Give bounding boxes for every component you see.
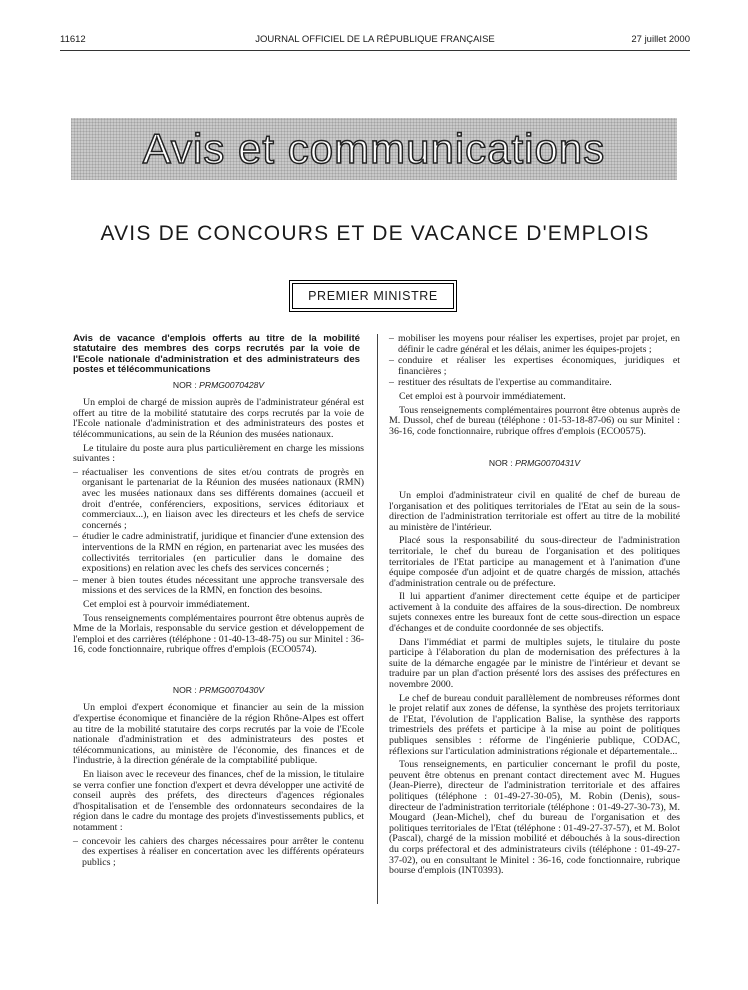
paragraph: Un emploi d'administrateur civil en qualité de chef de bureau de l'organisation et des politiques territoriales de l'Etat au sein de la sous-direction de l'administration territoriale est offert au titre de la mobilité au ministère de l'intérieur. <box>389 489 680 533</box>
nor-label: NOR : <box>488 458 513 469</box>
paragraph: Un emploi de chargé de mission auprès de l'administrateur général est offert au titre de la mobilité statutaire des corps recrutés par la voie de l'Ecole nationale d'administration et des administrateurs des postes et télécommunications, au sein de la Réunion des musées nationaux. <box>73 397 364 440</box>
list-item: – conduire et réaliser les expertises économiques, juridiques et financières ; <box>389 356 680 377</box>
journal-title: JOURNAL OFFICIEL DE LA RÉPUBLIQUE FRANÇAISE <box>255 34 495 45</box>
nor-code: PRMG0070430V <box>199 684 265 695</box>
paragraph: En liaison avec le receveur des finances, chef de la mission, le titulaire se verra confier une fonction d'expert et devra développer une activité de conseil auprès des préfets, des directeurs d'agences régionales d'hospitalisation et de l'ensemble des ordonnateurs secondaires de la région dans le cadre du montage des projets d'investissements publics, et notamment : <box>73 769 364 833</box>
nor-reference <box>73 685 364 696</box>
nor-reference <box>389 458 680 469</box>
paragraph: Cet emploi est à pourvoir immédiatement. <box>83 598 250 610</box>
paragraph: Il lui appartient d'animer directement cette équipe et de participer activement à la conduite des affaires de la sous-direction. De nombreux sujets connexes entre les bureaux font de cette sous-direction un espace d'échanges et de conduite coordonnée de ses objectifs. <box>389 591 680 635</box>
paragraph: Le chef de bureau conduit parallèlement de nombreuses réformes dont le projet relatif aux zones de défense, la synthèse des projets territoriaux de l'Etat, l'évolution de l'application Balise, la synthèse des rapports trimestriels des préfets et participe à la mise au point de politiques publiques sensibles : réforme de l'ingénierie publique, CODAC, réflexions sur l'articulation administrations régionale et départementale... <box>389 692 680 757</box>
ministry-heading: PREMIER MINISTRE <box>292 283 454 309</box>
paragraph: Cet emploi est à pourvoir immédiatement. <box>399 390 566 402</box>
issue-date: 27 juillet 2000 <box>631 34 690 45</box>
notice-title: Avis de vacance d'emplois offerts au titre de la mobilité statutaire des membres des corps recrutés par la voie de l'Ecole nationale d'administration et des administrateurs des postes et télécommunications <box>73 333 360 376</box>
mission-list <box>389 334 680 389</box>
nor-code: PRMG0070431V <box>515 458 581 469</box>
nor-reference <box>73 380 364 391</box>
mission-list <box>73 468 364 597</box>
mission-list <box>73 837 364 869</box>
page-number: 11612 <box>60 34 86 45</box>
header-divider <box>60 50 690 51</box>
nor-code: PRMG0070428V <box>199 379 265 390</box>
paragraph: Tous renseignements complémentaires pourront être obtenus auprès de M. Dussol, chef de bureau (téléphone : 01-53-18-87-06) ou sur Minitel : 36-16, code fonctionnaire, rubrique offres d'emplois (ECO0575). <box>389 404 680 437</box>
list-item: – étudier le cadre administratif, juridique et financier d'une extension des interventions de la RMN en région, en partenariat avec les musées des collectivités territoriales (en particulier dans le domaine des expositions) en relation avec les chefs des services concernés ; <box>73 532 364 574</box>
left-column <box>73 334 364 871</box>
right-column <box>389 334 680 880</box>
list-item: – mobiliser les moyens pour réaliser les expertises, projet par projet, en définir le cadre général et les délais, animer les équipes-projets ; <box>389 334 680 355</box>
paragraph: Placé sous la responsabilité du sous-directeur de l'administration territoriale, le chef du bureau de l'organisation et des politiques territoriales de l'Etat participe au management et à l'animation d'une équipe composée d'un adjoint et de quatre chargés de mission, attachés d'administration centrale ou de préfecture. <box>389 535 680 589</box>
list-item: – restituer des résultats de l'expertise au commanditaire. <box>389 378 680 389</box>
banner-title: Avis et communications <box>142 125 606 172</box>
paragraph: Le titulaire du poste aura plus particulièrement en charge les missions suivantes : <box>73 442 364 465</box>
page-header <box>60 34 690 48</box>
paragraph: Un emploi d'expert économique et financier au sein de la mission d'expertise économique et financière de la région Rhône-Alpes est offert au titre de la mobilité statutaire des corps recrutés par la voie de l'Ecole nationale d'administration et des administrateurs des postes et télécommunications, au ministère de l'économie, des finances et de l'industrie, à la direction générale de la comptabilité publique. <box>73 702 364 767</box>
section-heading: AVIS DE CONCOURS ET DE VACANCE D'EMPLOIS <box>100 222 650 245</box>
paragraph: Tous renseignements, en particulier concernant le profil du poste, peuvent être obtenus en prenant contact directement avec M. Hugues (Jean-Pierre), directeur de l'administration territoriale et des affaires politiques (téléphone : 01-49-27-30-05), M. Robin (Denis), sous-directeur de l'administration territoriale (téléphone : 01-49-27-30-73), M. Mougard (Jean-Michel), chef du bureau de l'organisation et des politiques territoriales de l'Etat (téléphone : 01-49-27-37-57), et M. Bolot (Pascal), chargé de la mission mobilité et débouchés à la sous-direction du corps préfectoral et des administrateurs civils (téléphone : 01-49-27-37-02), ou en consultant le Minitel : 36-16, code fonctionnaire, rubrique bourse d'emplois (INT0393). <box>389 759 680 877</box>
nor-label: NOR : <box>172 684 197 695</box>
column-divider <box>377 334 378 904</box>
paragraph: Tous renseignements complémentaires pourront être obtenus auprès de Mme de la Morlais, responsable du service gestion et développement de l'emploi et des carrières (téléphone : 01-40-13-48-75) ou sur Minitel : 36-16, code fonctionnaire, rubrique offres d'emplois (ECO0574). <box>73 612 364 656</box>
paragraph: Dans l'immédiat et parmi de multiples sujets, le titulaire du poste participe à l'élaboration du plan de modernisation des préfectures à la suite de la démarche engagée par le ministre de l'intérieur et devant se traduire par un plan d'action présenté lors des assises des préfectures en novembre 2000. <box>389 636 680 691</box>
list-item: – concevoir les cahiers des charges nécessaires pour arrêter le contenu des expertises à réaliser en concertation avec les différents opérateurs publics ; <box>73 837 364 869</box>
section-banner <box>71 118 677 180</box>
list-item: – réactualiser les conventions de sites et/ou contrats de progrès en organisant le partenariat de la Réunion des musées nationaux (RMN) avec les musées nationaux dans ses différents domaines (accueil et droit d'entrée, conférenciers, expositions, services éditoriaux et commerciaux...), en liaison avec les directeurs et les chefs de service concernés ; <box>73 468 364 532</box>
list-item: – mener à bien toutes études nécessitant une approche transversale des missions et des services de la RMN, en fonction des besoins. <box>73 576 364 597</box>
nor-label: NOR : <box>172 379 197 390</box>
